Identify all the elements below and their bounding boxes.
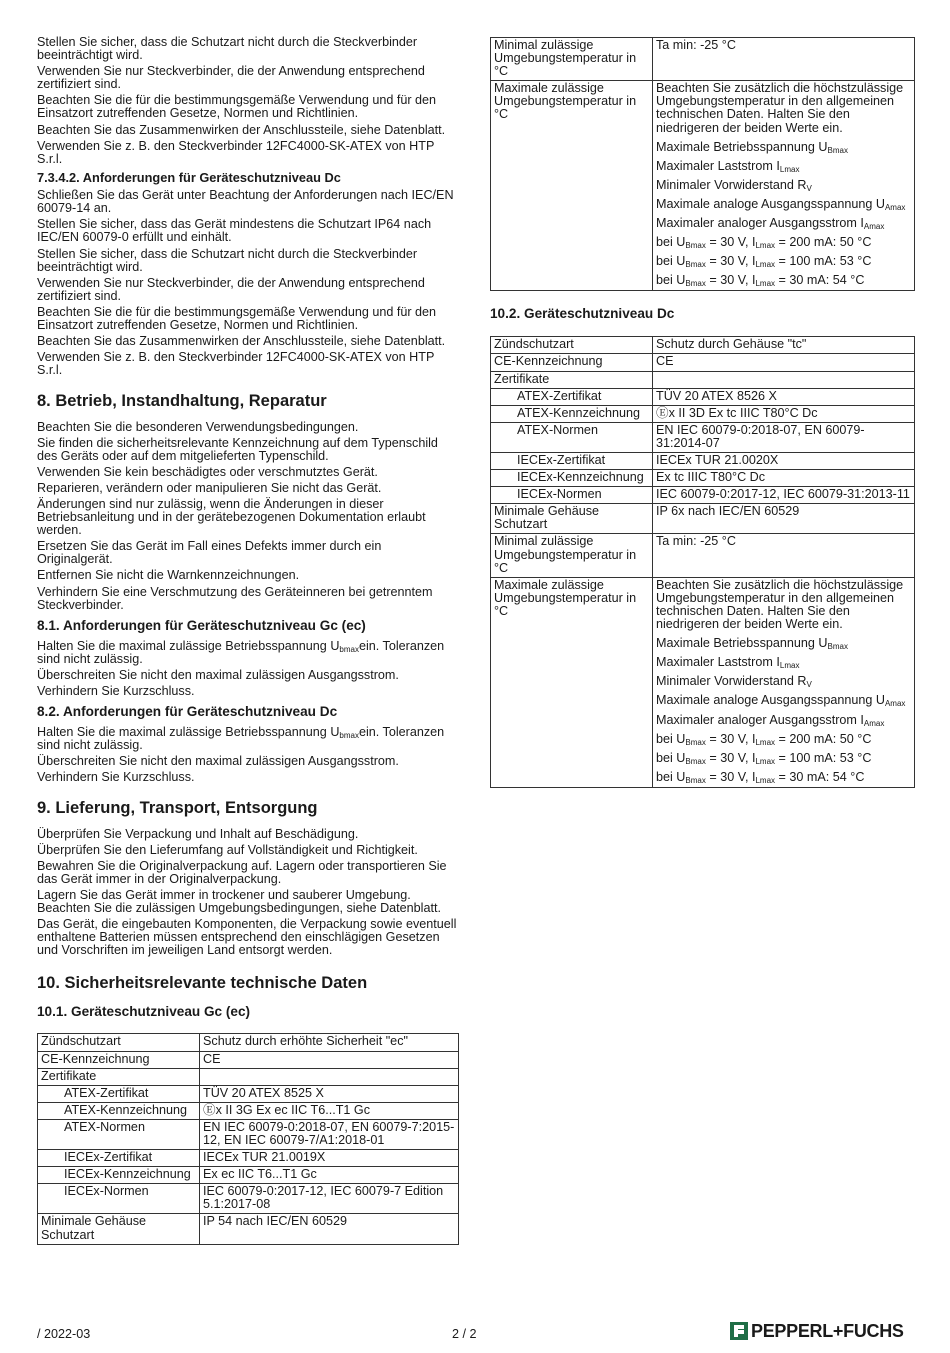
value-line	[656, 82, 911, 134]
table-value: EN IEC 60079-0:2018-07, EN 60079-7:2015-12, EN IEC 60079-7/A1:2018-01	[200, 1119, 459, 1149]
table-row	[491, 337, 915, 354]
text: 54 °C	[832, 273, 865, 288]
table-value: IECEx TUR 21.0020X	[653, 453, 915, 470]
subscript: Bmax	[685, 260, 706, 270]
text: Maximaler Laststrom I	[656, 158, 780, 173]
subscript: Lmax	[779, 164, 800, 174]
heading-8-2: 8.2. Anforderungen für Geräteschutzniveau Dc	[37, 704, 338, 720]
table-value: CE	[200, 1051, 459, 1068]
text: bei U	[656, 235, 686, 250]
table-value: IECEx TUR 21.0019X	[200, 1150, 459, 1167]
table-key: CE-Kennzeichnung	[38, 1051, 200, 1068]
paragraph: Stellen Sie sicher, dass die Schutzart nicht durch die Steckverbinder beeinträchtigt wird.	[37, 35, 418, 63]
section-8-2	[37, 726, 459, 784]
text: 100 mA	[789, 254, 833, 269]
table-key: Minimale Gehäuse Schutzart	[38, 1214, 200, 1244]
subscript: Bmax	[685, 756, 706, 766]
text: = 30 V, I	[705, 254, 756, 269]
paragraph: Beachten Sie das Zusammenwirken der Anschlussteile, siehe Datenblatt.	[37, 122, 446, 137]
table-row	[38, 1184, 459, 1214]
paragraph: Entfernen Sie nicht die Warnkennzeichnungen.	[37, 568, 300, 583]
text: =	[775, 750, 790, 765]
text: Halten Sie die maximal zulässige Betriebsspannung U	[37, 638, 340, 653]
table-key: Zertifikate	[491, 371, 653, 388]
value-line: bei $U_{Bmax} = 30$ V, $I_{Lmax} = 100$ mA: 53 °C	[656, 254, 872, 270]
table-value	[653, 371, 915, 388]
value-line: bei $U_{Bmax} = 30$ V, $I_{Lmax} = 30$ mA: 54 °C	[656, 273, 865, 289]
text: ein. Toleranzen sind nicht zulässig.	[37, 725, 445, 753]
table-value: EN IEC 60079-0:2018-07, EN 60079-31:2014-07	[653, 422, 915, 452]
text: 200 mA	[789, 235, 833, 250]
table-key: CE-Kennzeichnung	[491, 354, 653, 371]
table-row	[38, 1051, 459, 1068]
table-key: ATEX-Normen	[38, 1119, 200, 1149]
text: 50 °C	[839, 235, 872, 250]
text: =	[775, 254, 790, 269]
table-value: Schutz durch erhöhte Sicherheit "ec"	[200, 1034, 459, 1051]
table-value: IP 54 nach IEC/EN 60529	[200, 1214, 459, 1244]
table-row	[491, 534, 915, 577]
text: 30 mA	[789, 769, 826, 784]
text: Maximale Betriebsspannung U	[656, 139, 828, 154]
subscript: Bmax	[685, 775, 706, 785]
table-value: Schutz durch Gehäuse "tc"	[653, 337, 915, 354]
table-key: IECEx-Kennzeichnung	[491, 470, 653, 487]
paragraph: Verwenden Sie z. B. den Steckverbinder 12FC4000-SK-ATEX von HTP S.r.l.	[37, 350, 435, 378]
text: Beachten Sie zusätzlich die höchstzulässige Umgebungstemperatur in den allgemeinen technischen Daten. Halten Sie den niedrigeren der beiden Werte ein.	[656, 81, 904, 135]
subscript: Bmax	[685, 279, 706, 289]
paragraph: Verhindern Sie Kurzschluss.	[37, 770, 195, 785]
table-row	[491, 577, 915, 787]
table-key: IECEx-Kennzeichnung	[38, 1167, 200, 1184]
table-row	[491, 354, 915, 371]
text: = 30 V, I	[705, 731, 756, 746]
paragraph: Verwenden Sie nur Steckverbinder, die der Anwendung entsprechend zertifiziert sind.	[37, 275, 425, 303]
subscript: bmax	[339, 644, 359, 654]
text: = 30 V, I	[705, 750, 756, 765]
heading-8-1: 8.1. Anforderungen für Geräteschutzniveau Gc (ec)	[37, 617, 366, 633]
table-key: IECEx-Zertifikat	[491, 453, 653, 470]
left-column	[37, 36, 459, 1245]
table-row	[491, 487, 915, 504]
table-10-1	[37, 1033, 459, 1244]
table-key: ATEX-Kennzeichnung	[491, 405, 653, 422]
paragraph: Überschreiten Sie nicht den maximal zulässigen Ausgangsstrom.	[37, 754, 399, 769]
subscript: Amax	[884, 202, 906, 212]
table-key: ATEX-Normen	[491, 422, 653, 452]
subscript: Lmax	[779, 661, 800, 671]
text: Maximale Betriebsspannung U	[656, 636, 828, 651]
text: Maximale analoge Ausgangsspannung U	[656, 693, 885, 708]
table-row	[491, 371, 915, 388]
text: bei U	[656, 769, 686, 784]
heading-7342: 7.3.4.2. Anforderungen für Geräteschutzniveau Dc	[37, 169, 341, 185]
table-value: Ⓔx II 3G Ex ec IIC T6...T1 Gc	[200, 1102, 459, 1119]
paragraph: Schließen Sie das Gerät unter Beachtung der Anforderungen nach IEC/EN 60079-14 an.	[37, 188, 454, 216]
table-value: IEC 60079-0:2017-12, IEC 60079-7 Edition 5.1:2017-08	[200, 1184, 459, 1214]
text: =	[775, 235, 790, 250]
paragraph: Verwenden Sie z. B. den Steckverbinder 12FC4000-SK-ATEX von HTP S.r.l.	[37, 138, 435, 166]
subscript: Lmax	[755, 241, 776, 251]
subscript: Lmax	[755, 737, 776, 747]
table-key: Minimal zulässige Umgebungstemperatur in °C	[491, 38, 653, 81]
text: =	[775, 769, 790, 784]
paragraph: Beachten Sie das Zusammenwirken der Anschlussteile, siehe Datenblatt.	[37, 334, 446, 349]
logo-mark-icon	[730, 1322, 748, 1340]
intro-paragraphs	[37, 36, 459, 166]
paragraph: Beachten Sie die besonderen Verwendungsbedingungen.	[37, 419, 359, 434]
heading-10-1: 10.1. Geräteschutzniveau Gc (ec)	[37, 1003, 251, 1019]
value-line: bei $U_{Bmax} = 30$ V, $I_{Lmax} = 100$ mA: 53 °C	[656, 750, 872, 766]
table-row	[38, 1034, 459, 1051]
table-key: IECEx-Normen	[491, 487, 653, 504]
text: =	[775, 273, 790, 288]
text: Minimaler Vorwiderstand R	[656, 177, 807, 192]
table-row	[38, 1068, 459, 1085]
table-row	[38, 1214, 459, 1244]
table-value: Ex ec IIC T6...T1 Gc	[200, 1167, 459, 1184]
subscript: V	[806, 183, 812, 193]
text: = 30 V, I	[705, 273, 756, 288]
text: Maximaler Laststrom I	[656, 655, 780, 670]
table-key: ATEX-Zertifikat	[38, 1085, 200, 1102]
paragraph: Verhindern Sie Kurzschluss.	[37, 683, 195, 698]
table-value: Ta min: -25 °C	[653, 534, 915, 577]
table-value: TÜV 20 ATEX 8526 X	[653, 388, 915, 405]
subscript: Lmax	[755, 260, 776, 270]
table-key: ATEX-Kennzeichnung	[38, 1102, 200, 1119]
table-key: IECEx-Zertifikat	[38, 1150, 200, 1167]
subscript: Amax	[884, 699, 906, 709]
table-row	[38, 1167, 459, 1184]
section-7342	[37, 189, 459, 377]
table-key: Zündschutzart	[491, 337, 653, 354]
table-value: TÜV 20 ATEX 8525 X	[200, 1085, 459, 1102]
subscript: bmax	[339, 731, 359, 740]
text: Halten Sie die maximal zulässige Betriebsspannung U	[37, 725, 340, 739]
value-line	[656, 637, 911, 650]
text: 54 °C	[832, 769, 865, 784]
value-line	[656, 179, 911, 192]
subscript: Bmax	[685, 241, 706, 251]
subscript: Lmax	[755, 756, 776, 766]
text: =	[775, 731, 790, 746]
text: 53 °C	[839, 750, 872, 765]
table-row	[38, 1102, 459, 1119]
heading-8: 8. Betrieb, Instandhaltung, Reparatur	[37, 392, 327, 411]
table-row	[491, 388, 915, 405]
table-value	[200, 1068, 459, 1085]
table-row	[491, 453, 915, 470]
right-column	[490, 37, 915, 788]
value-line	[656, 656, 911, 669]
table-key: IECEx-Normen	[38, 1184, 200, 1214]
paragraph: Stellen Sie sicher, dass die Schutzart nicht durch die Steckverbinder beeinträchtigt wird.	[37, 246, 418, 274]
paragraph: Das Gerät, die eingebauten Komponenten, die Verpackung sowie eventuell enthaltene Batterien müssen entsprechend den einschlägigen Gesetzen und Vorschriften im jeweiligen Land entsorgt werden.	[37, 917, 457, 958]
value-line	[656, 217, 911, 230]
text: Maximaler analoger Ausgangsstrom I	[656, 216, 864, 231]
subscript: Lmax	[755, 775, 776, 785]
paragraph: Lagern Sie das Gerät immer in trockener und sauberer Umgebung. Beachten Sie die zulässigen Umgebungsbedingungen, siehe Datenblatt.	[37, 887, 441, 915]
value-line: bei $U_{Bmax} = 30$ V, $I_{Lmax} = 200$ mA: 50 °C	[656, 235, 872, 251]
text: bei U	[656, 273, 686, 288]
value-line	[656, 160, 911, 173]
paragraph: Beachten Sie die für die bestimmungsgemäße Verwendung und für den Einsatzort zutreffenden Gesetze, Normen und Richtlinien.	[37, 304, 437, 332]
table-row	[491, 81, 915, 291]
text: = 30 V, I	[705, 235, 756, 250]
heading-10: 10. Sicherheitsrelevante technische Daten	[37, 974, 368, 993]
value-line: bei $U_{Bmax} = 30$ V, $I_{Lmax} = 30$ mA: 54 °C	[656, 769, 865, 785]
table-row	[38, 1150, 459, 1167]
table-value: Ta min: -25 °C	[653, 38, 915, 81]
value-line	[656, 579, 911, 631]
table-value: Ex tc IIIC T80°C Dc	[653, 470, 915, 487]
text: 53 °C	[839, 254, 872, 269]
table-10-2	[490, 336, 915, 788]
paragraph: Bewahren Sie die Originalverpackung auf. Lagern oder transportieren Sie das Gerät immer in der Originalverpackung.	[37, 858, 447, 886]
table-value	[653, 577, 915, 787]
table-row	[491, 405, 915, 422]
table-key: Minimal zulässige Umgebungstemperatur in °C	[491, 534, 653, 577]
text: Beachten Sie zusätzlich die höchstzulässige Umgebungstemperatur in den allgemeinen technischen Daten. Halten Sie den niedrigeren der beiden Werte ein.	[656, 577, 904, 632]
subscript: Amax	[863, 718, 885, 728]
table-value: IP 6x nach IEC/EN 60529	[653, 504, 915, 534]
table-key: Maximale zulässige Umgebungstemperatur in °C	[491, 577, 653, 787]
heading-10-2: 10.2. Geräteschutzniveau Dc	[490, 306, 675, 322]
table-row	[491, 470, 915, 487]
section-8	[37, 421, 459, 612]
subscript: Bmax	[685, 737, 706, 747]
table-row	[38, 1085, 459, 1102]
paragraph: Ersetzen Sie das Gerät im Fall eines Defekts immer durch ein Originalgerät.	[37, 539, 382, 567]
table-row	[491, 38, 915, 81]
paragraph: Überschreiten Sie nicht den maximal zulässigen Ausgangsstrom.	[37, 667, 399, 682]
text: Maximaler analoger Ausgangsstrom I	[656, 712, 864, 727]
text: 100 mA	[789, 750, 833, 765]
text: 30 mA	[789, 273, 826, 288]
subscript: Bmax	[827, 642, 848, 652]
paragraph: Verwenden Sie kein beschädigtes oder verschmutztes Gerät.	[37, 464, 378, 479]
paragraph: Reparieren, verändern oder manipulieren Sie nicht das Gerät.	[37, 480, 382, 495]
text: 200 mA	[789, 731, 833, 746]
subscript: Lmax	[755, 279, 776, 289]
value-line	[656, 141, 911, 154]
table-key: Zündschutzart	[38, 1034, 200, 1051]
text: 50 °C	[839, 731, 872, 746]
paragraph: Überprüfen Sie Verpackung und Inhalt auf Beschädigung.	[37, 826, 359, 841]
subscript: V	[806, 680, 812, 690]
paragraph: Beachten Sie die für die bestimmungsgemäße Verwendung und für den Einsatzort zutreffenden Gesetze, Normen und Richtlinien.	[37, 93, 437, 121]
value-line	[656, 198, 911, 211]
table-value: CE	[653, 354, 915, 371]
table-10-1-continued	[490, 37, 915, 291]
subscript: Bmax	[827, 145, 848, 155]
table-value	[653, 81, 915, 291]
value-line	[656, 714, 911, 727]
text: Maximale analoge Ausgangsspannung U	[656, 196, 885, 211]
section-9	[37, 828, 459, 958]
logo-text: PEPPERL+FUCHS	[751, 1321, 904, 1341]
table-key: Zertifikate	[38, 1068, 200, 1085]
paragraph: Änderungen sind nur zulässig, wenn die Änderungen in dieser Betriebsanleitung und in der gerätebezogenen Dokumentation erlaubt werden.	[37, 496, 426, 538]
paragraph: Überprüfen Sie den Lieferumfang auf Vollständigkeit und Richtigkeit.	[37, 842, 418, 857]
table-row	[38, 1119, 459, 1149]
table-value: Ⓔx II 3D Ex tc IIIC T80°C Dc	[653, 405, 915, 422]
table-key: Minimale Gehäuse Schutzart	[491, 504, 653, 534]
text: bei U	[656, 750, 686, 765]
table-value: IEC 60079-0:2017-12, IEC 60079-31:2013-11	[653, 487, 915, 504]
section-8-1	[37, 640, 459, 698]
value-line	[656, 675, 911, 688]
text: ein. Toleranzen sind nicht zulässig.	[37, 638, 445, 666]
subscript: Amax	[863, 222, 885, 232]
paragraph: Sie finden die sicherheitsrelevante Kennzeichnung auf dem Typenschild des Geräts oder auf dem mitgelieferten Typenschild.	[37, 435, 438, 463]
table-row	[491, 504, 915, 534]
text: = 30 V, I	[705, 769, 756, 784]
brand-logo	[730, 1322, 904, 1341]
paragraph: Verwenden Sie nur Steckverbinder, die der Anwendung entsprechend zertifiziert sind.	[37, 64, 425, 92]
text: bei U	[656, 254, 686, 269]
heading-9: 9. Lieferung, Transport, Entsorgung	[37, 799, 318, 818]
paragraph: Stellen Sie sicher, dass das Gerät mindestens die Schutzart IP64 nach IEC/EN 60079-0 erfüllt und einhält.	[37, 217, 432, 245]
footer-page-number: 2 / 2	[452, 1327, 477, 1341]
paragraph: Verhindern Sie eine Verschmutzung des Geräteinneren bei getrenntem Steckverbinder.	[37, 584, 433, 612]
value-line: bei $U_{Bmax} = 30$ V, $I_{Lmax} = 200$ mA: 50 °C	[656, 731, 872, 747]
value-line	[656, 694, 911, 707]
table-key: ATEX-Zertifikat	[491, 388, 653, 405]
footer-date: / 2022-03	[37, 1327, 91, 1341]
table-row	[491, 422, 915, 452]
text: Minimaler Vorwiderstand R	[656, 674, 807, 689]
table-key: Maximale zulässige Umgebungstemperatur in °C	[491, 81, 653, 291]
text: bei U	[656, 731, 686, 746]
